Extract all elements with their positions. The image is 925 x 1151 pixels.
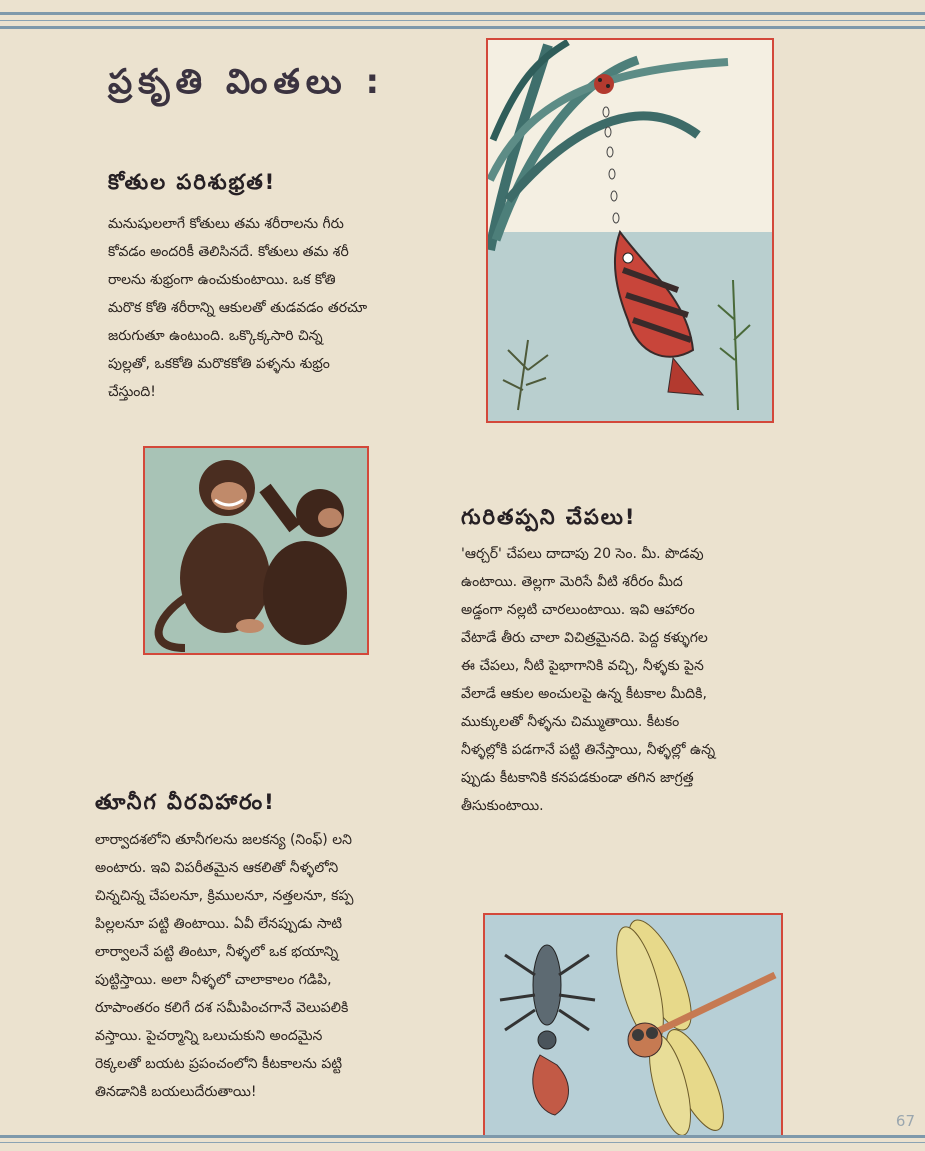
dragonfly-line: రూపాంతరం కలిగే దశ సమీపించగానే వెలుపలికి bbox=[95, 1000, 349, 1016]
fish-line: నీళ్ళల్లోకి పడగానే పట్టి తినేస్తాయి, నీళ్ళల్లో ఉన్న bbox=[461, 742, 716, 758]
dragonfly-illustration bbox=[483, 913, 783, 1138]
fish-line: ఉంటాయి. తెల్లగా మెరిసే వీటి శరీరం మీద bbox=[461, 574, 683, 590]
page-title: ప్రకృతి వింతలు : bbox=[108, 62, 386, 102]
monkeys-line: కోవడం అందరికీ తెలిసినదే. కోతులు తమ శరీ bbox=[108, 244, 349, 260]
fish-line: వేలాడే ఆకుల అంచులపై ఉన్న కీటకాల మీదికి, bbox=[461, 686, 707, 702]
dragonfly-line: చిన్నచిన్న చేపలనూ, క్రిములనూ, నత్తలనూ, కప్ప bbox=[95, 888, 354, 904]
fish-paragraph bbox=[461, 540, 715, 820]
fish-line: ముక్కులతో నీళ్ళను చిమ్ముతాయి. కీటకం bbox=[461, 714, 680, 730]
monkeys-line: రాలను శుభ్రంగా ఉంచుకుంటాయి. ఒక కోతి bbox=[108, 272, 336, 288]
dragonfly-line: లార్వాలనే పట్టి తింటూ, నీళ్ళలో ఒక భయాన్ని bbox=[95, 944, 339, 960]
monkeys-line: చేస్తుంది! bbox=[108, 384, 156, 400]
page-number: 67 bbox=[895, 1112, 915, 1130]
fish-line: అడ్డంగా నల్లటి చారలుంటాయి. ఇవి ఆహారం bbox=[461, 602, 695, 618]
top-rule-thin bbox=[0, 20, 925, 21]
fish-line: వేటాడే తీరు చాలా విచిత్రమైనది. పెద్ద కళ్ళుగల bbox=[461, 630, 708, 646]
dragonfly-heading: తూనీగ వీరవిహారం! bbox=[95, 790, 276, 814]
monkeys-heading: కోతుల పరిశుభ్రత! bbox=[108, 170, 277, 194]
monkeys-line: పుల్లతో, ఒకకోతి మరొకకోతి పళ్ళను శుభ్రం bbox=[108, 356, 330, 372]
monkeys-line: మరొక కోతి శరీరాన్ని ఆకులతో తుడవడం తరచూ bbox=[108, 300, 368, 316]
bottom-rule-thin bbox=[0, 1142, 925, 1143]
archer-fish-illustration bbox=[486, 38, 774, 423]
dragonfly-line: పిల్లలనూ పట్టి తింటాయి. ఏవీ లేనప్పుడు సాటి bbox=[95, 916, 343, 932]
dragonfly-line: రెక్కలతో బయట ప్రపంచంలోని కీటకాలను పట్టి bbox=[95, 1056, 343, 1072]
dragonfly-paragraph bbox=[95, 826, 354, 1106]
fish-heading: గురితప్పని చేపలు! bbox=[461, 505, 637, 529]
top-rule bbox=[0, 12, 925, 15]
fish-line: ఈ చేపలు, నీటి పైభాగానికి వచ్చి, నీళ్ళకు పైన bbox=[461, 658, 704, 674]
monkeys-line: మనుషులలాగే కోతులు తమ శరీరాలను గీరు bbox=[108, 216, 344, 232]
dragonfly-line: వస్తాయి. పైచర్మాన్ని ఒలుచుకుని అందమైన bbox=[95, 1028, 323, 1044]
fish-line: 'ఆర్చర్' చేపలు దాదాపు 20 సెం. మీ. పొడవు bbox=[461, 546, 704, 562]
dragonfly-line: తినడానికి బయలుదేరుతాయి! bbox=[95, 1084, 257, 1100]
monkeys-illustration bbox=[143, 446, 369, 655]
fish-line: ప్పుడు కీటకానికి కనపడకుండా తగిన జాగ్రత్త bbox=[461, 770, 694, 786]
fish-line: తీసుకుంటాయి. bbox=[461, 798, 544, 814]
dragonfly-line: లార్వాదశలోని తూనీగలను జలకన్య (నింఫ్) లని bbox=[95, 832, 352, 848]
dragonfly-line: అంటారు. ఇవి విపరీతమైన ఆకలితో నీళ్ళలోని bbox=[95, 860, 339, 876]
bottom-rule bbox=[0, 1135, 925, 1138]
top-rule-2 bbox=[0, 26, 925, 29]
monkeys-paragraph bbox=[108, 210, 367, 406]
dragonfly-line: పుట్టిస్తాయి. అలా నీళ్ళలో చాలాకాలం గడిపి, bbox=[95, 972, 332, 988]
monkeys-line: జరుగుతూ ఉంటుంది. ఒక్కొక్కసారి చిన్న bbox=[108, 328, 323, 344]
